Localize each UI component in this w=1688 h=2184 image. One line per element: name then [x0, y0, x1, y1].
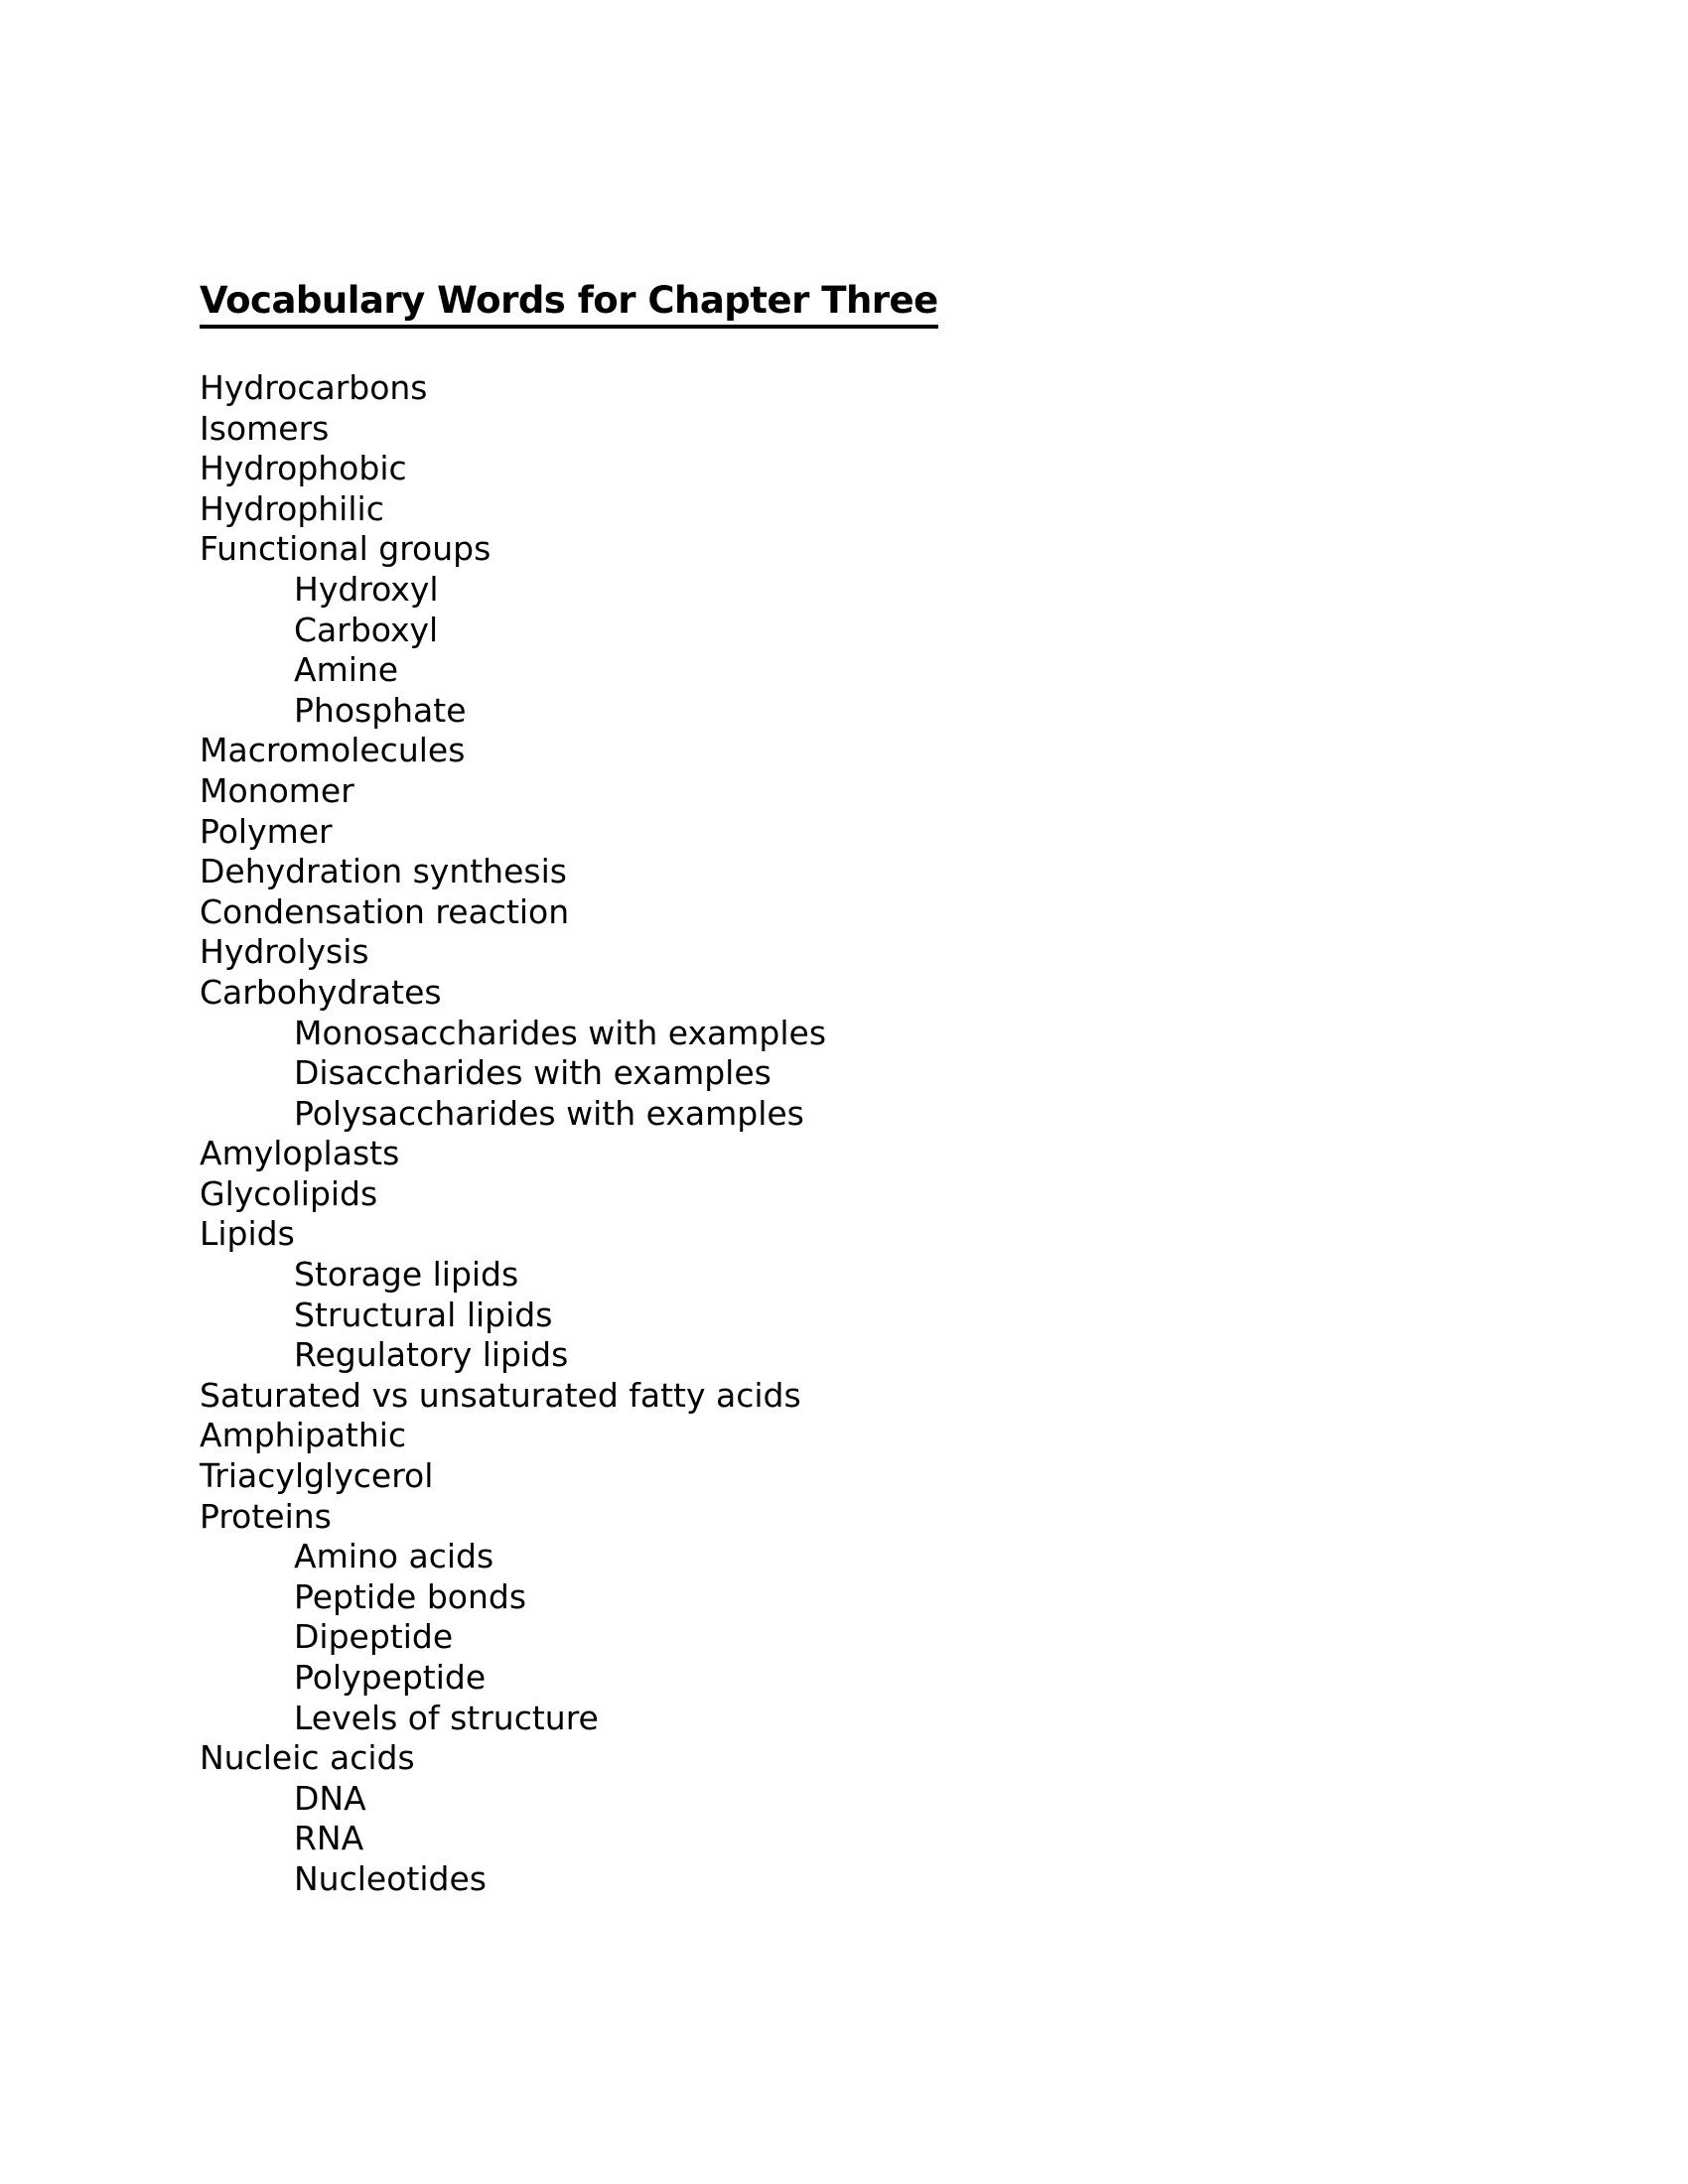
vocab-item: Amyloplasts — [200, 1134, 400, 1173]
vocab-item: Hydrophobic — [200, 449, 407, 488]
vocab-subitem: Polypeptide — [294, 1658, 487, 1697]
document-title — [200, 279, 1628, 329]
vocab-subitem: Structural lipids — [294, 1295, 553, 1334]
vocab-list — [200, 368, 1628, 1900]
vocab-item: Glycolipids — [200, 1173, 378, 1213]
vocab-item: Functional groups — [200, 529, 492, 569]
vocab-subitem: Amino acids — [294, 1537, 494, 1576]
vocab-subitem: Phosphate — [294, 690, 467, 730]
vocab-subitem: Levels of structure — [294, 1698, 599, 1737]
vocab-item: Carbohydrates — [200, 972, 442, 1012]
vocab-subitem: Disaccharides with examples — [294, 1053, 772, 1093]
vocab-item: Hydrolysis — [200, 932, 369, 972]
vocab-subitem: Peptide bonds — [294, 1576, 527, 1616]
vocab-item: Monomer — [200, 770, 354, 810]
vocab-item: Hydrocarbons — [200, 368, 428, 407]
vocab-item: Isomers — [200, 408, 330, 448]
vocab-item: Nucleic acids — [200, 1738, 415, 1778]
vocab-item: Dehydration synthesis — [200, 852, 567, 891]
vocab-subitem: Storage lipids — [294, 1255, 519, 1295]
vocab-subitem: Carboxyl — [294, 610, 439, 649]
vocab-subitem: Nucleotides — [294, 1858, 487, 1898]
document-title-text: Vocabulary Words for Chapter Three — [200, 279, 938, 329]
vocab-item: Lipids — [200, 1214, 295, 1254]
vocab-subitem: Amine — [294, 650, 399, 690]
vocab-subitem: Monosaccharides with examples — [294, 1013, 827, 1052]
vocab-item: Amphipathic — [200, 1416, 407, 1455]
vocab-item: Saturated vs unsaturated fatty acids — [200, 1375, 801, 1415]
vocab-subitem: Dipeptide — [294, 1617, 454, 1657]
vocab-item: Hydrophilic — [200, 488, 384, 528]
vocab-item: Polymer — [200, 811, 333, 851]
vocab-item: Triacylglycerol — [200, 1456, 434, 1496]
vocab-item: Condensation reaction — [200, 891, 570, 931]
vocab-item: Proteins — [200, 1496, 332, 1536]
vocab-subitem: Hydroxyl — [294, 569, 439, 609]
vocab-subitem: RNA — [294, 1819, 364, 1858]
vocab-subitem: Regulatory lipids — [294, 1335, 569, 1375]
vocab-subitem: Polysaccharides with examples — [294, 1093, 804, 1133]
vocab-item: Macromolecules — [200, 731, 466, 770]
vocab-subitem: DNA — [294, 1778, 366, 1818]
